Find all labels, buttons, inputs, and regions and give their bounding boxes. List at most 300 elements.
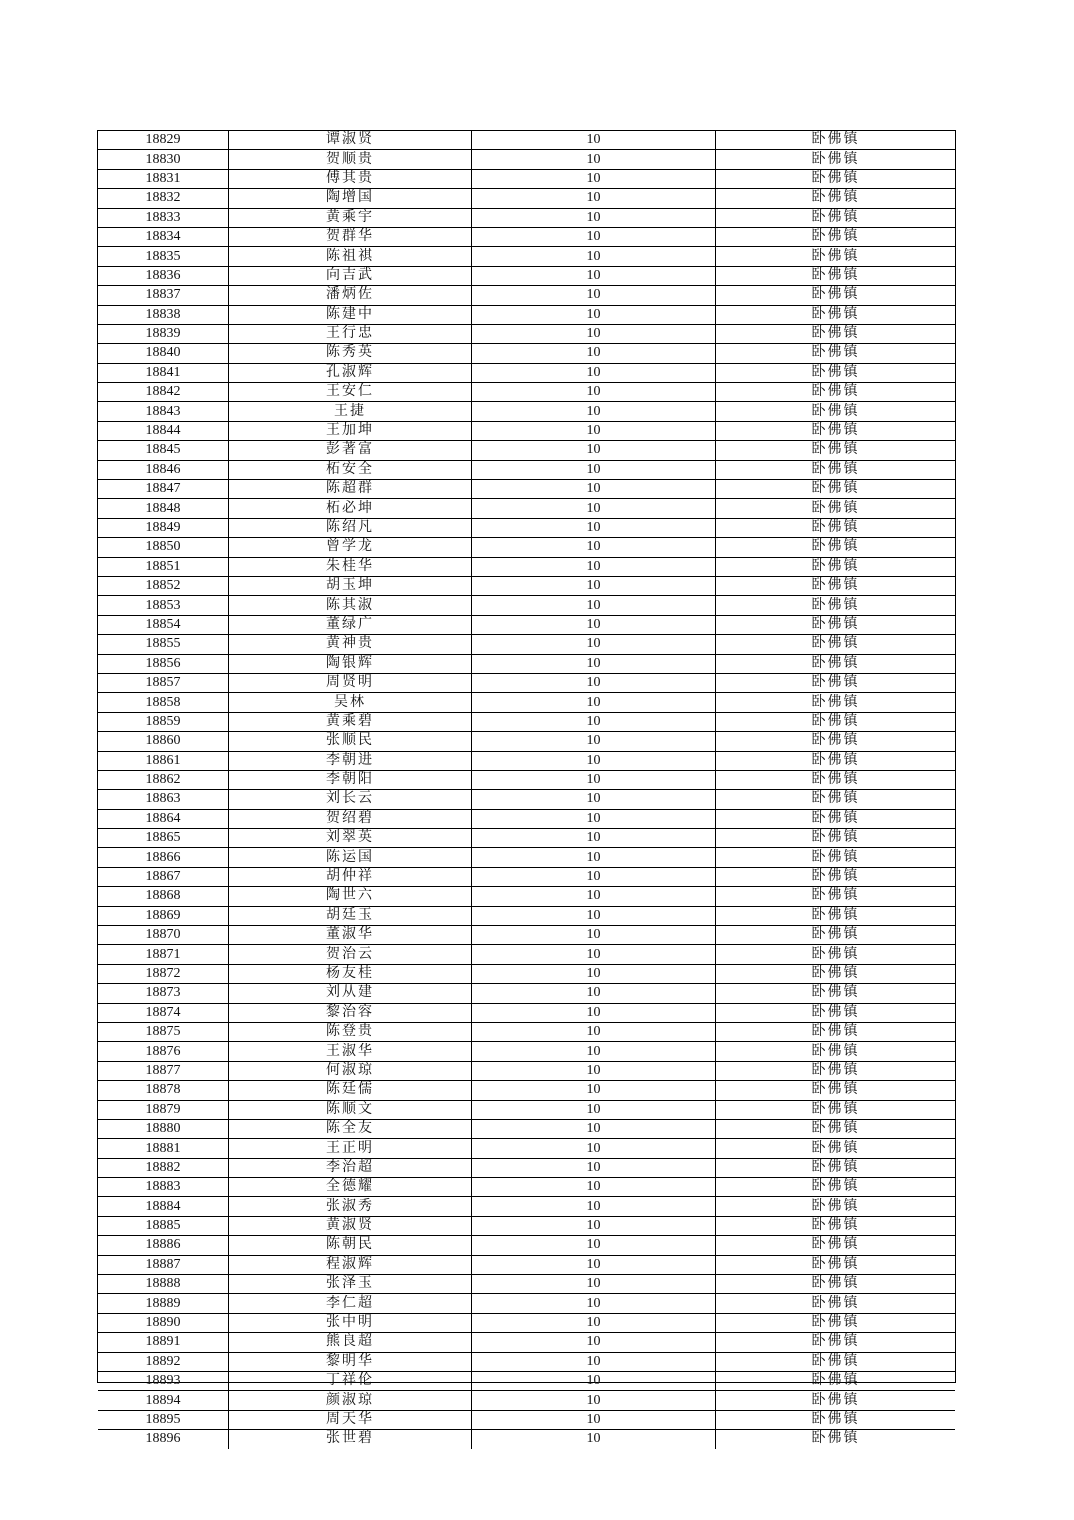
name-cell: 刘从建: [229, 984, 472, 1003]
amount-cell: 10: [472, 131, 716, 150]
table-row: [98, 673, 955, 692]
table-row: [98, 887, 955, 906]
amount-cell: 10: [472, 441, 716, 460]
row-number-cell: 18837: [98, 286, 229, 305]
amount-cell: 10: [472, 693, 716, 712]
town-cell: 卧佛镇: [716, 169, 956, 188]
amount-cell: 10: [472, 247, 716, 266]
row-number-cell: 18877: [98, 1061, 229, 1080]
row-number-cell: 18885: [98, 1216, 229, 1235]
amount-cell: 10: [472, 1119, 716, 1138]
name-cell: 李治超: [229, 1158, 472, 1177]
table-row: [98, 131, 955, 150]
name-cell: 胡仲祥: [229, 867, 472, 886]
town-cell: 卧佛镇: [716, 1313, 956, 1332]
row-number-cell: 18845: [98, 441, 229, 460]
row-number-cell: 18883: [98, 1178, 229, 1197]
amount-cell: 10: [472, 712, 716, 731]
row-number-cell: 18834: [98, 227, 229, 246]
town-cell: 卧佛镇: [716, 926, 956, 945]
row-number-cell: 18875: [98, 1022, 229, 1041]
name-cell: 黎治容: [229, 1003, 472, 1022]
table-row: [98, 1216, 955, 1235]
name-cell: 何淑琼: [229, 1061, 472, 1080]
row-number-cell: 18878: [98, 1081, 229, 1100]
town-cell: 卧佛镇: [716, 1042, 956, 1061]
name-cell: 柘必坤: [229, 499, 472, 518]
row-number-cell: 18831: [98, 169, 229, 188]
table-row: [98, 189, 955, 208]
row-number-cell: 18892: [98, 1352, 229, 1371]
row-number-cell: 18851: [98, 557, 229, 576]
town-cell: 卧佛镇: [716, 189, 956, 208]
row-number-cell: 18865: [98, 829, 229, 848]
town-cell: 卧佛镇: [716, 324, 956, 343]
table-row: [98, 1352, 955, 1371]
amount-cell: 10: [472, 984, 716, 1003]
town-cell: 卧佛镇: [716, 790, 956, 809]
amount-cell: 10: [472, 227, 716, 246]
row-number-cell: 18835: [98, 247, 229, 266]
town-cell: 卧佛镇: [716, 247, 956, 266]
amount-cell: 10: [472, 1333, 716, 1352]
name-cell: 丁祥伦: [229, 1372, 472, 1391]
town-cell: 卧佛镇: [716, 673, 956, 692]
town-cell: 卧佛镇: [716, 518, 956, 537]
row-number-cell: 18882: [98, 1158, 229, 1177]
town-cell: 卧佛镇: [716, 286, 956, 305]
amount-cell: 10: [472, 480, 716, 499]
name-cell: 陈绍凡: [229, 518, 472, 537]
name-cell: 周天华: [229, 1410, 472, 1429]
row-number-cell: 18884: [98, 1197, 229, 1216]
row-number-cell: 18862: [98, 770, 229, 789]
amount-cell: 10: [472, 499, 716, 518]
name-cell: 傅其贵: [229, 169, 472, 188]
town-cell: 卧佛镇: [716, 1294, 956, 1313]
amount-cell: 10: [472, 305, 716, 324]
name-cell: 王正明: [229, 1139, 472, 1158]
amount-cell: 10: [472, 1372, 716, 1391]
row-number-cell: 18887: [98, 1255, 229, 1274]
row-number-cell: 18854: [98, 615, 229, 634]
row-number-cell: 18830: [98, 150, 229, 169]
row-number-cell: 18880: [98, 1119, 229, 1138]
town-cell: 卧佛镇: [716, 732, 956, 751]
town-cell: 卧佛镇: [716, 402, 956, 421]
table-row: [98, 732, 955, 751]
name-cell: 周贤明: [229, 673, 472, 692]
row-number-cell: 18841: [98, 363, 229, 382]
name-cell: 谭淑贤: [229, 131, 472, 150]
row-number-cell: 18842: [98, 383, 229, 402]
town-cell: 卧佛镇: [716, 693, 956, 712]
amount-cell: 10: [472, 1042, 716, 1061]
name-cell: 陈祖祺: [229, 247, 472, 266]
town-cell: 卧佛镇: [716, 1022, 956, 1041]
town-cell: 卧佛镇: [716, 596, 956, 615]
row-number-cell: 18836: [98, 266, 229, 285]
name-cell: 李朝阳: [229, 770, 472, 789]
town-cell: 卧佛镇: [716, 1158, 956, 1177]
amount-cell: 10: [472, 790, 716, 809]
name-cell: 陈其淑: [229, 596, 472, 615]
row-number-cell: 18856: [98, 654, 229, 673]
amount-cell: 10: [472, 1003, 716, 1022]
amount-cell: 10: [472, 635, 716, 654]
amount-cell: 10: [472, 1430, 716, 1449]
row-number-cell: 18891: [98, 1333, 229, 1352]
row-number-cell: 18894: [98, 1391, 229, 1410]
table-row: [98, 906, 955, 925]
amount-cell: 10: [472, 518, 716, 537]
row-number-cell: 18838: [98, 305, 229, 324]
table-row: [98, 1430, 955, 1449]
name-cell: 黄淑贤: [229, 1216, 472, 1235]
town-cell: 卧佛镇: [716, 344, 956, 363]
town-cell: 卧佛镇: [716, 751, 956, 770]
row-number-cell: 18888: [98, 1275, 229, 1294]
name-cell: 黄乘宇: [229, 208, 472, 227]
amount-cell: 10: [472, 926, 716, 945]
amount-cell: 10: [472, 596, 716, 615]
amount-cell: 10: [472, 1391, 716, 1410]
town-cell: 卧佛镇: [716, 305, 956, 324]
amount-cell: 10: [472, 1197, 716, 1216]
row-number-cell: 18870: [98, 926, 229, 945]
amount-cell: 10: [472, 867, 716, 886]
name-cell: 黄乘碧: [229, 712, 472, 731]
table-row: [98, 1391, 955, 1410]
row-number-cell: 18886: [98, 1236, 229, 1255]
amount-cell: 10: [472, 1294, 716, 1313]
name-cell: 全德耀: [229, 1178, 472, 1197]
amount-cell: 10: [472, 654, 716, 673]
table-row: [98, 1061, 955, 1080]
table-row: [98, 1081, 955, 1100]
amount-cell: 10: [472, 1236, 716, 1255]
town-cell: 卧佛镇: [716, 1119, 956, 1138]
row-number-cell: 18879: [98, 1100, 229, 1119]
amount-cell: 10: [472, 1178, 716, 1197]
row-number-cell: 18876: [98, 1042, 229, 1061]
name-cell: 陈廷儒: [229, 1081, 472, 1100]
town-cell: 卧佛镇: [716, 1236, 956, 1255]
table-row: [98, 324, 955, 343]
name-cell: 陈顺文: [229, 1100, 472, 1119]
amount-cell: 10: [472, 964, 716, 983]
table-row: [98, 751, 955, 770]
town-cell: 卧佛镇: [716, 867, 956, 886]
name-cell: 刘长云: [229, 790, 472, 809]
row-number-cell: 18829: [98, 131, 229, 150]
name-cell: 刘翠英: [229, 829, 472, 848]
row-number-cell: 18868: [98, 887, 229, 906]
table-row: [98, 984, 955, 1003]
town-cell: 卧佛镇: [716, 712, 956, 731]
row-number-cell: 18847: [98, 480, 229, 499]
table-row: [98, 402, 955, 421]
amount-cell: 10: [472, 1022, 716, 1041]
table-row: [98, 1410, 955, 1429]
row-number-cell: 18855: [98, 635, 229, 654]
town-cell: 卧佛镇: [716, 266, 956, 285]
row-number-cell: 18893: [98, 1372, 229, 1391]
table-row: [98, 576, 955, 595]
town-cell: 卧佛镇: [716, 829, 956, 848]
name-cell: 王捷: [229, 402, 472, 421]
town-cell: 卧佛镇: [716, 227, 956, 246]
town-cell: 卧佛镇: [716, 1197, 956, 1216]
amount-cell: 10: [472, 673, 716, 692]
amount-cell: 10: [472, 751, 716, 770]
table-row: [98, 227, 955, 246]
town-cell: 卧佛镇: [716, 1178, 956, 1197]
name-cell: 柘安全: [229, 460, 472, 479]
amount-cell: 10: [472, 1275, 716, 1294]
town-cell: 卧佛镇: [716, 984, 956, 1003]
table-row: [98, 1158, 955, 1177]
row-number-cell: 18867: [98, 867, 229, 886]
row-number-cell: 18832: [98, 189, 229, 208]
amount-cell: 10: [472, 402, 716, 421]
table-row: [98, 1313, 955, 1332]
row-number-cell: 18859: [98, 712, 229, 731]
name-cell: 董绿广: [229, 615, 472, 634]
name-cell: 陈全友: [229, 1119, 472, 1138]
row-number-cell: 18849: [98, 518, 229, 537]
row-number-cell: 18840: [98, 344, 229, 363]
row-number-cell: 18844: [98, 421, 229, 440]
name-cell: 潘炳佐: [229, 286, 472, 305]
table-body: [98, 131, 955, 1449]
row-number-cell: 18874: [98, 1003, 229, 1022]
row-number-cell: 18872: [98, 964, 229, 983]
town-cell: 卧佛镇: [716, 421, 956, 440]
name-cell: 陶银辉: [229, 654, 472, 673]
amount-cell: 10: [472, 1139, 716, 1158]
town-cell: 卧佛镇: [716, 770, 956, 789]
name-cell: 胡廷玉: [229, 906, 472, 925]
row-number-cell: 18853: [98, 596, 229, 615]
name-cell: 李朝进: [229, 751, 472, 770]
town-cell: 卧佛镇: [716, 1255, 956, 1274]
amount-cell: 10: [472, 615, 716, 634]
town-cell: 卧佛镇: [716, 615, 956, 634]
table-row: [98, 480, 955, 499]
table-row: [98, 150, 955, 169]
name-cell: 陈运国: [229, 848, 472, 867]
name-cell: 陈登贵: [229, 1022, 472, 1041]
town-cell: 卧佛镇: [716, 1275, 956, 1294]
amount-cell: 10: [472, 1255, 716, 1274]
amount-cell: 10: [472, 169, 716, 188]
table-row: [98, 344, 955, 363]
row-number-cell: 18871: [98, 945, 229, 964]
amount-cell: 10: [472, 1216, 716, 1235]
table-row: [98, 538, 955, 557]
town-cell: 卧佛镇: [716, 1391, 956, 1410]
table-row: [98, 557, 955, 576]
amount-cell: 10: [472, 1081, 716, 1100]
row-number-cell: 18857: [98, 673, 229, 692]
row-number-cell: 18833: [98, 208, 229, 227]
town-cell: 卧佛镇: [716, 906, 956, 925]
amount-cell: 10: [472, 324, 716, 343]
name-cell: 向吉武: [229, 266, 472, 285]
town-cell: 卧佛镇: [716, 1216, 956, 1235]
row-number-cell: 18869: [98, 906, 229, 925]
row-number-cell: 18846: [98, 460, 229, 479]
amount-cell: 10: [472, 1158, 716, 1177]
name-cell: 李仁超: [229, 1294, 472, 1313]
town-cell: 卧佛镇: [716, 1003, 956, 1022]
town-cell: 卧佛镇: [716, 131, 956, 150]
table-row: [98, 266, 955, 285]
town-cell: 卧佛镇: [716, 460, 956, 479]
name-cell: 董淑华: [229, 926, 472, 945]
town-cell: 卧佛镇: [716, 654, 956, 673]
name-cell: 张淑秀: [229, 1197, 472, 1216]
table-row: [98, 848, 955, 867]
table-row: [98, 460, 955, 479]
row-number-cell: 18890: [98, 1313, 229, 1332]
town-cell: 卧佛镇: [716, 557, 956, 576]
town-cell: 卧佛镇: [716, 1081, 956, 1100]
name-cell: 程淑辉: [229, 1255, 472, 1274]
town-cell: 卧佛镇: [716, 538, 956, 557]
table-row: [98, 635, 955, 654]
town-cell: 卧佛镇: [811, 1431, 860, 1447]
name-cell: 彭著富: [229, 441, 472, 460]
data-table: [98, 131, 955, 1449]
amount-cell: 10: [472, 1313, 716, 1332]
table-row: [98, 441, 955, 460]
town-cell: 卧佛镇: [716, 1100, 956, 1119]
table-row: [98, 829, 955, 848]
row-number-cell: 18889: [98, 1294, 229, 1313]
amount-cell: 10: [472, 208, 716, 227]
table-row: [98, 1255, 955, 1274]
table-row: [98, 615, 955, 634]
amount-cell: 10: [472, 770, 716, 789]
amount-cell: 10: [472, 1410, 716, 1429]
table-row: [98, 1178, 955, 1197]
name-cell: 王安仁: [229, 383, 472, 402]
town-cell: 卧佛镇: [716, 1139, 956, 1158]
name-cell: 陈建中: [229, 305, 472, 324]
row-number-cell: 18843: [98, 402, 229, 421]
table-row: [98, 1197, 955, 1216]
name-cell: 王行忠: [229, 324, 472, 343]
table-row: [98, 1275, 955, 1294]
name-cell: 陶增国: [229, 189, 472, 208]
table-row: [98, 867, 955, 886]
name-cell: 陈朝民: [229, 1236, 472, 1255]
amount-cell: 10: [472, 189, 716, 208]
amount-cell: 10: [472, 945, 716, 964]
town-cell: 卧佛镇: [716, 964, 956, 983]
name-cell: 贺群华: [229, 227, 472, 246]
table-row: [98, 1333, 955, 1352]
town-cell: 卧佛镇: [716, 576, 956, 595]
name-cell: 黄神贵: [229, 635, 472, 654]
row-number-cell: 18839: [98, 324, 229, 343]
town-cell: 卧佛镇: [716, 441, 956, 460]
table-row: [98, 1236, 955, 1255]
name-cell: 贺绍碧: [229, 809, 472, 828]
table-row: [98, 712, 955, 731]
table-row: [98, 1139, 955, 1158]
name-cell: 黎明华: [229, 1352, 472, 1371]
name-cell: 朱桂华: [229, 557, 472, 576]
name-cell: 王淑华: [229, 1042, 472, 1061]
town-cell: 卧佛镇: [716, 809, 956, 828]
town-cell: 卧佛镇: [716, 208, 956, 227]
town-cell: 卧佛镇: [716, 363, 956, 382]
data-table-container: [97, 130, 956, 1447]
amount-cell: 10: [472, 1352, 716, 1371]
amount-cell: 10: [472, 557, 716, 576]
row-number-cell: 18852: [98, 576, 229, 595]
amount-cell: 10: [472, 906, 716, 925]
town-cell: 卧佛镇: [716, 1333, 956, 1352]
table-row: [98, 964, 955, 983]
table-row: [98, 945, 955, 964]
amount-cell: 10: [472, 1100, 716, 1119]
amount-cell: 10: [472, 150, 716, 169]
table-row: [98, 926, 955, 945]
town-cell: 卧佛镇: [716, 150, 956, 169]
name-cell: 吴林: [229, 693, 472, 712]
name-cell: 张泽玉: [229, 1275, 472, 1294]
name-cell: 曾学龙: [229, 538, 472, 557]
table-row: [98, 809, 955, 828]
amount-cell: 10: [472, 887, 716, 906]
amount-cell: 10: [472, 1061, 716, 1080]
amount-cell: 10: [472, 732, 716, 751]
name-cell: 张顺民: [229, 732, 472, 751]
row-number-cell: 18866: [98, 848, 229, 867]
row-number-cell: 18864: [98, 809, 229, 828]
town-cell: 卧佛镇: [716, 635, 956, 654]
town-cell: 卧佛镇: [716, 499, 956, 518]
table-row: [98, 1100, 955, 1119]
table-row: [98, 1003, 955, 1022]
row-number-cell: 18861: [98, 751, 229, 770]
table-row: [98, 770, 955, 789]
table-row: [98, 383, 955, 402]
town-cell: 卧佛镇: [716, 945, 956, 964]
town-cell: 卧佛镇: [716, 1352, 956, 1371]
amount-cell: 10: [472, 266, 716, 285]
name-cell: 王加坤: [229, 421, 472, 440]
table-row: [98, 363, 955, 382]
name-cell: 张中明: [229, 1313, 472, 1332]
table-row: [98, 286, 955, 305]
row-number-cell: 18895: [98, 1410, 229, 1429]
amount-cell: 10: [472, 363, 716, 382]
town-cell: 卧佛镇: [716, 383, 956, 402]
name-cell: 贺治云: [229, 945, 472, 964]
table-row: [98, 305, 955, 324]
amount-cell: 10: [472, 421, 716, 440]
row-number-cell: 18858: [98, 693, 229, 712]
table-row: [98, 654, 955, 673]
row-number-cell: 18860: [98, 732, 229, 751]
table-row: [98, 596, 955, 615]
table-row: [98, 499, 955, 518]
